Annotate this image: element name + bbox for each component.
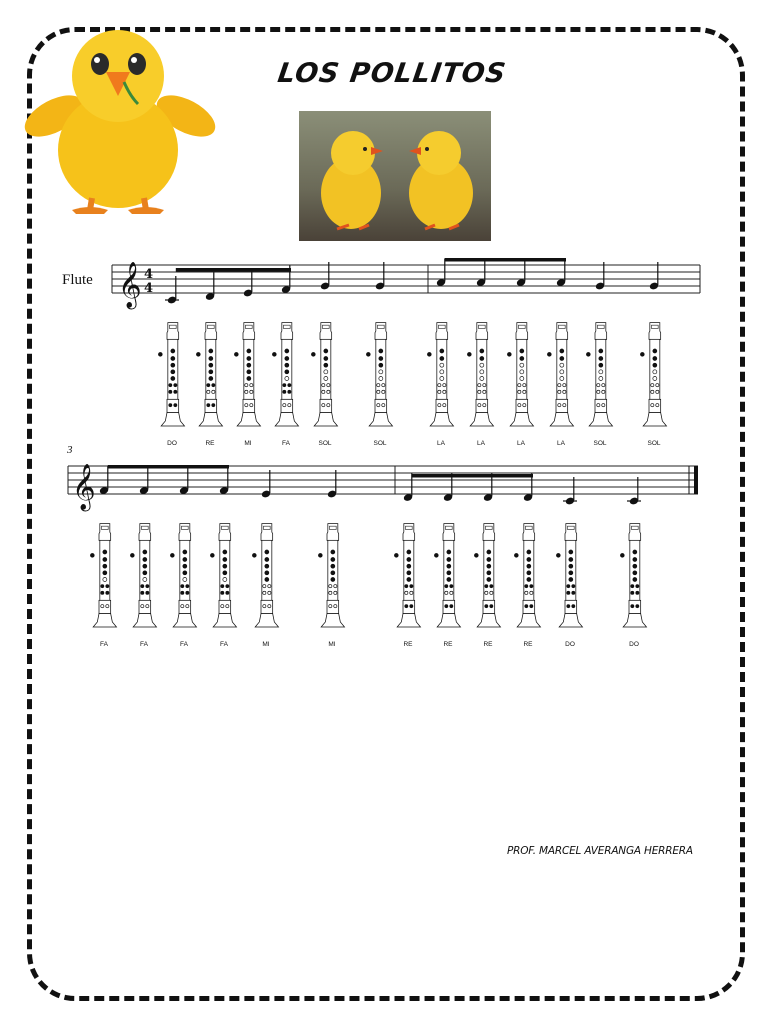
recorder-la-icon [426, 310, 456, 447]
fingering-note-label: MI [244, 440, 252, 447]
recorder-do-icon [157, 310, 187, 447]
treble-clef-icon: 𝄞 [72, 464, 96, 510]
fingering-note-label: LA [517, 440, 525, 447]
fingering-note-label: DO [629, 641, 639, 648]
fingering-note-label: SOL [647, 440, 661, 447]
fingering-note-label: RE [205, 440, 215, 447]
recorder-do-icon [619, 511, 649, 648]
fingering-note-label: LA [437, 440, 445, 447]
recorder-re-icon [195, 310, 225, 447]
recorder-fa-icon [271, 310, 301, 447]
recorder-mi-icon [317, 511, 347, 648]
recorder-fa-icon [169, 511, 199, 648]
fingering-note-label: FA [180, 641, 188, 648]
recorder-fa-icon [209, 511, 239, 648]
fingering-note-label: SOL [318, 440, 332, 447]
recorder-fa-icon [129, 511, 159, 648]
fingering-note-label: DO [167, 440, 177, 447]
fingering-note-label: RE [483, 641, 493, 648]
recorder-sol-icon [310, 310, 340, 447]
fingering-note-label: LA [477, 440, 485, 447]
recorder-do-icon [555, 511, 585, 648]
recorder-fa-icon [89, 511, 119, 648]
note-beam [445, 258, 566, 262]
page-title: LOS POLLITOS [275, 58, 509, 89]
fingering-note-label: SOL [373, 440, 387, 447]
fingering-note-label: SOL [593, 440, 607, 447]
recorder-la-icon [466, 310, 496, 447]
treble-clef-icon: 𝄞 [118, 262, 142, 308]
svg-text:4: 4 [144, 267, 154, 282]
note-beam [176, 268, 291, 272]
svg-text:4: 4 [144, 281, 154, 296]
recorder-la-icon [546, 310, 576, 447]
note-beam [108, 465, 229, 469]
fingering-note-label: FA [220, 641, 228, 648]
fingering-note-label: RE [443, 641, 453, 648]
recorder-re-icon [433, 511, 463, 648]
fingering-note-label: FA [100, 641, 108, 648]
fingering-note-label: DO [565, 641, 575, 648]
recorder-mi-icon [251, 511, 281, 648]
fingering-note-label: MI [262, 641, 270, 648]
staff-2 [68, 466, 698, 494]
recorder-sol-icon [365, 310, 395, 447]
recorder-re-icon [513, 511, 543, 648]
fingering-note-label: RE [403, 641, 413, 648]
recorder-sol-icon [585, 310, 615, 447]
teacher-credit: PROF. MARCEL AVERANGA HERRERA [507, 845, 693, 857]
fingering-note-label: FA [282, 440, 290, 447]
recorder-sol-icon [639, 310, 669, 447]
recorder-mi-icon [233, 310, 263, 447]
fingering-note-label: FA [140, 641, 148, 648]
fingering-note-label: LA [557, 440, 565, 447]
recorder-la-icon [506, 310, 536, 447]
measure-number: 3 [67, 444, 73, 456]
instrument-label: Flute [62, 272, 93, 288]
note-beam [412, 474, 533, 478]
recorder-re-icon [473, 511, 503, 648]
fingering-note-label: MI [328, 641, 336, 648]
recorder-re-icon [393, 511, 423, 648]
fingering-note-label: RE [523, 641, 533, 648]
